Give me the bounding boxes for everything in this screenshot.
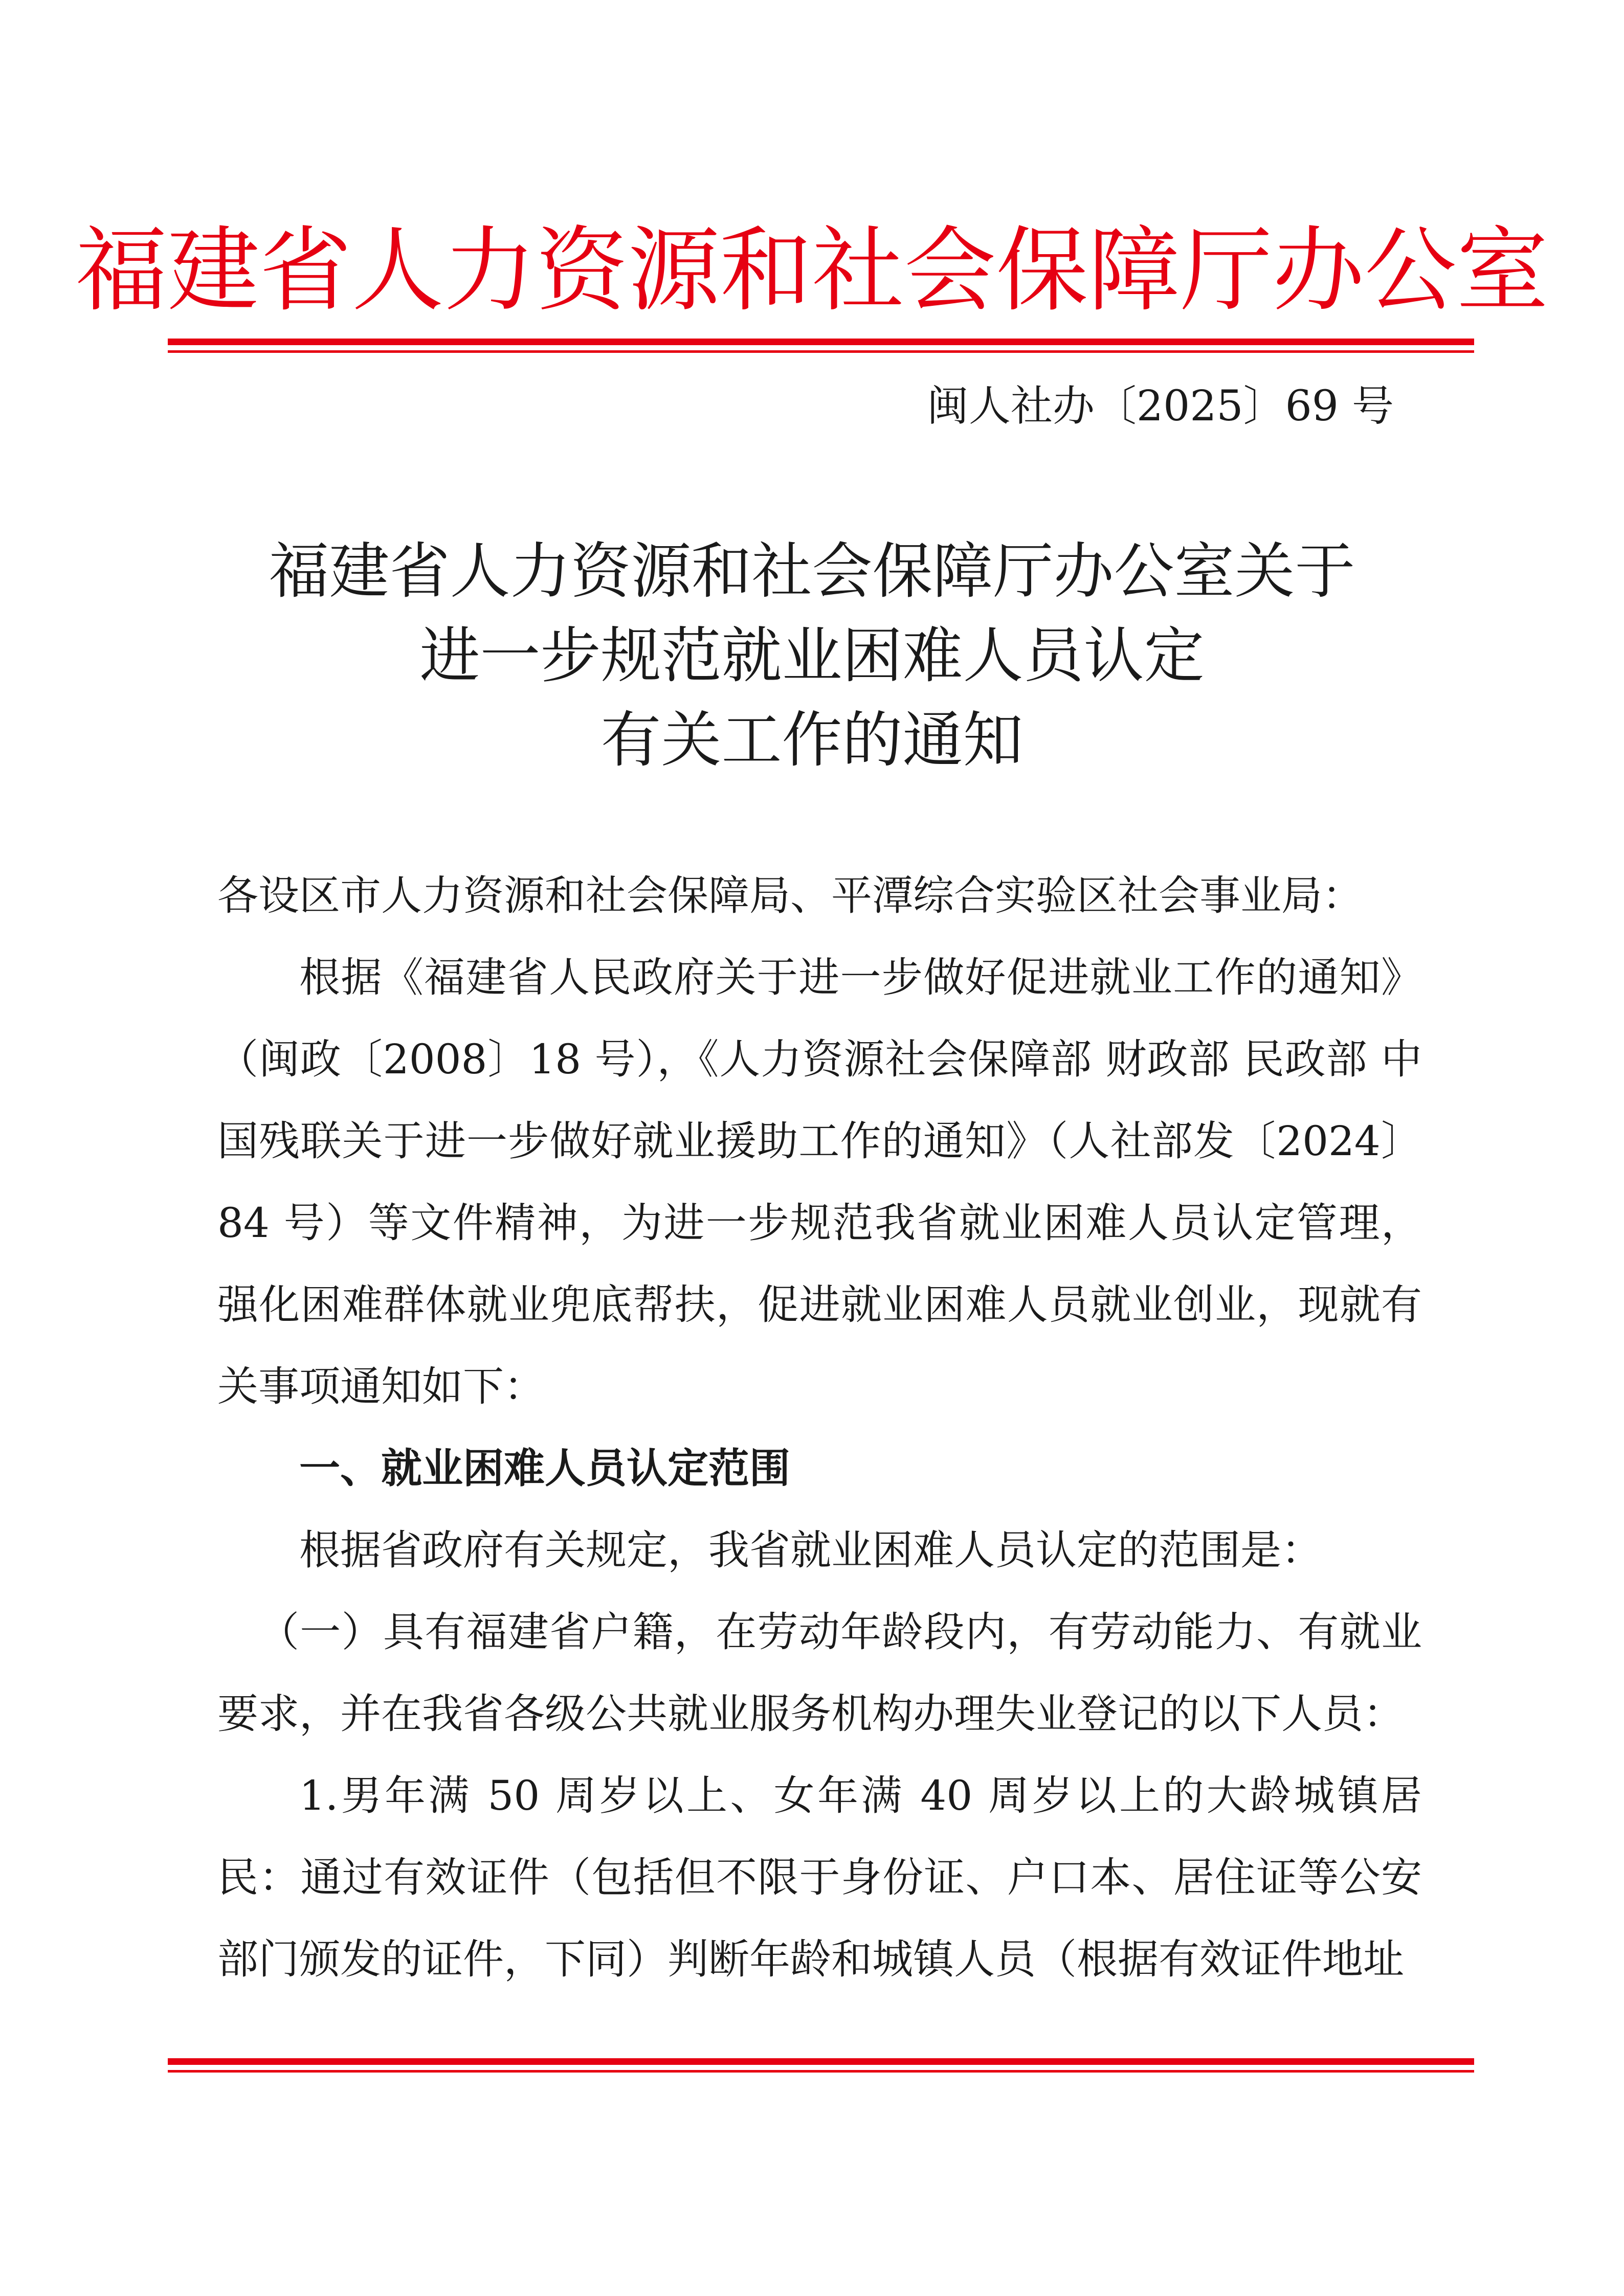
document-title-line-1: 福建省人力资源和社会保障厅办公室关于 xyxy=(269,536,1355,606)
intro-paragraph: 根据《福建省人民政府关于进一步做好促进就业工作的通知》（闽政〔2008〕18 号），《人力资源社会保障部 财政部 民政部 中国残联关于进一步做好就业援助工作的通知》（人社部发〔2024〕84 号）等文件精神，为进一步规范我省就业困难人员认定管理，强化困难群体就业兜底帮扶，促进就业困难人员就业创业，现就有关事项通知如下： xyxy=(217,954,1422,1410)
document-title-line-2: 进一步规范就业困难人员认定 xyxy=(419,620,1205,691)
header-red-divider xyxy=(168,339,1474,353)
item-1-paragraph: （一）具有福建省户籍，在劳动年龄段内，有劳动能力、有就业要求，并在我省各级公共就业服务机构办理失业登记的以下人员： xyxy=(217,1608,1422,1738)
document-title-line-3: 有关工作的通知 xyxy=(600,705,1024,775)
item-1-1-paragraph: 1.男年满 50 周岁以上、女年满 40 周岁以上的大龄城镇居民：通过有效证件（包括但不限于身份证、户口本、居住证等公安部门颁发的证件，下同）判断年龄和城镇人员（根据有效证件地址 xyxy=(217,1772,1422,1983)
footer-red-divider xyxy=(168,2058,1474,2073)
document-body xyxy=(217,855,1422,2000)
document-title xyxy=(0,529,1624,782)
section-1-lead: 根据省政府有关规定，我省就业困难人员认定的范围是： xyxy=(299,1526,1322,1574)
section-heading-1: 一、就业困难人员认定范围 xyxy=(299,1445,790,1492)
document-number: 闽人社办〔2025〕69 号 xyxy=(926,382,1394,431)
issuing-authority-title: 福建省人力资源和社会保障厅办公室 xyxy=(75,217,1549,324)
recipients-line: 各设区市人力资源和社会保障局、平潭综合实验区社会事业局： xyxy=(217,872,1363,919)
